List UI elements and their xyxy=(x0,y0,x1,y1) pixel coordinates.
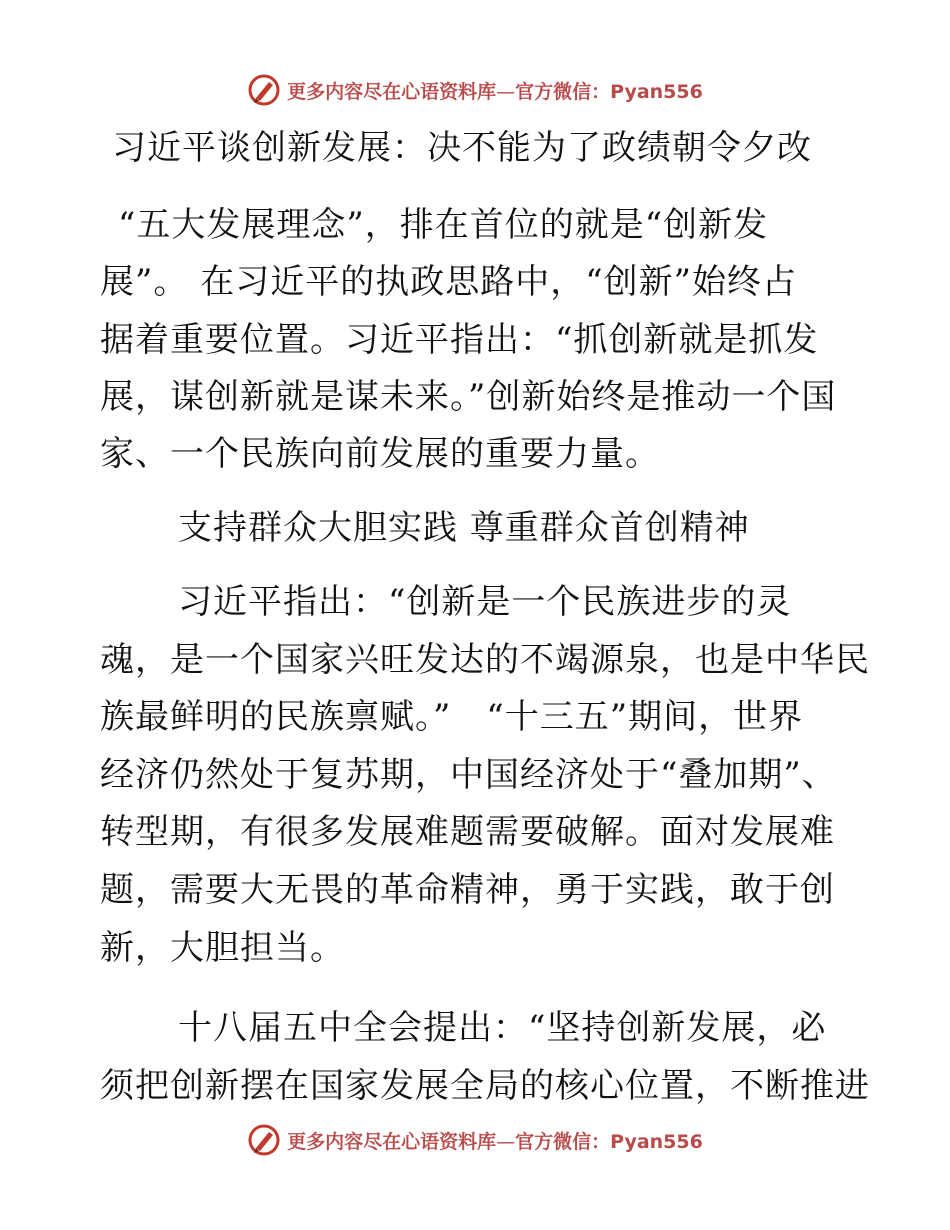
paragraph-line: 十八届五中全会提出：“坚持创新发展，必 xyxy=(178,1008,827,1048)
paragraph-line: 经济仍然处于复苏期，中国经济处于“叠加期”、 xyxy=(100,755,837,795)
watermark-prefix: 更多内容尽在心语资料库 xyxy=(287,80,497,103)
watermark-text xyxy=(287,77,703,104)
pen-logo-icon xyxy=(247,1123,281,1157)
watermark-suffix: 官方微信：Pyan556 xyxy=(515,80,703,103)
watermark-header xyxy=(0,72,950,108)
document-title: 习近平谈创新发展：决不能为了政绩朝令夕改 xyxy=(112,128,812,168)
paragraph-line: 题，需要大无畏的革命精神，勇于实践，敢于创 xyxy=(100,870,835,910)
paragraph-line: 展”。 在习近平的执政思路中，“创新”始终占 xyxy=(100,262,797,302)
watermark-dash: — xyxy=(496,1130,516,1153)
paragraph-line: 族最鲜明的民族禀赋。” “十三五”期间，世界 xyxy=(100,697,804,737)
section-heading: 支持群众大胆实践 尊重群众首创精神 xyxy=(178,508,750,548)
paragraph-line: 魂，是一个国家兴旺发达的不竭源泉，也是中华民 xyxy=(100,640,870,680)
pen-logo-icon xyxy=(247,73,281,107)
paragraph-line: 新，大胆担当。 xyxy=(100,928,345,968)
watermark-suffix: 官方微信：Pyan556 xyxy=(515,1130,703,1153)
paragraph-line: 习近平指出：“创新是一个民族进步的灵 xyxy=(178,582,792,622)
paragraph-line: 据着重要位置。习近平指出：“抓创新就是抓发 xyxy=(100,320,819,360)
paragraph-line: 转型期，有很多发展难题需要破解。面对发展难 xyxy=(100,812,835,852)
paragraph-line: “五大发展理念”，排在首位的就是“创新发 xyxy=(118,205,769,245)
watermark-text xyxy=(287,1127,703,1154)
watermark-prefix: 更多内容尽在心语资料库 xyxy=(287,1130,497,1153)
watermark-footer xyxy=(0,1122,950,1158)
paragraph-line: 展，谋创新就是谋未来。”创新始终是推动一个国 xyxy=(100,377,837,417)
watermark-dash: — xyxy=(496,80,516,103)
paragraph-line: 家、一个民族向前发展的重要力量。 xyxy=(100,434,660,474)
paragraph-line: 须把创新摆在国家发展全局的核心位置，不断推进 xyxy=(100,1066,870,1106)
